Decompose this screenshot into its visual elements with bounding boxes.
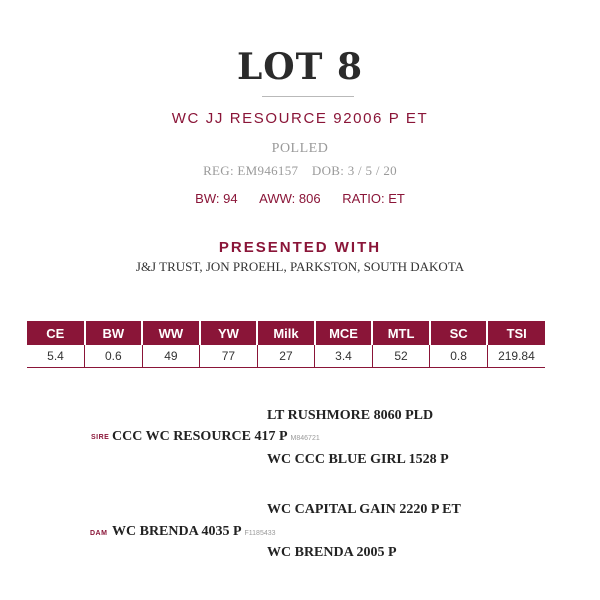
sire-label: SIRE (91, 434, 110, 441)
epd-value: 5.4 (27, 345, 85, 368)
bull-name: WC JJ RESOURCE 92006 P ET (171, 110, 429, 127)
epd-header: Milk (257, 321, 315, 345)
epd-header: TSI (487, 321, 545, 345)
sire-registration: M846721 (290, 435, 320, 442)
sire (112, 429, 320, 445)
sire-sire: LT RUSHMORE 8060 PLD (267, 408, 434, 423)
epd-value: 52 (372, 345, 430, 368)
dam-registration: F1185433 (244, 530, 276, 537)
epd-value: 0.6 (85, 345, 143, 368)
epd-value: 27 (257, 345, 315, 368)
registration-number: REG: EM946157 (203, 163, 299, 178)
sire-dam: WC CCC BLUE GIRL 1528 P (267, 452, 449, 467)
title-divider (262, 96, 354, 97)
dam-label: DAM (90, 530, 108, 537)
epd-header-row (27, 321, 545, 345)
ratio: RATIO: ET (342, 191, 405, 206)
lot-title: LOT 8 (236, 46, 364, 88)
epd-value: 49 (142, 345, 200, 368)
presented-with-label: PRESENTED WITH (218, 239, 382, 256)
dam-dam: WC BRENDA 2005 P (267, 545, 397, 560)
date-of-birth: DOB: 3 / 5 / 20 (311, 163, 397, 178)
epd-table (27, 321, 545, 368)
epd-header: YW (200, 321, 258, 345)
epd-header: MTL (372, 321, 430, 345)
epd-value-row (27, 345, 545, 368)
birth-stats (0, 191, 600, 206)
dam-sire: WC CAPITAL GAIN 2220 P ET (267, 502, 461, 517)
polled-label: POLLED (271, 141, 329, 156)
sire-name: CCC WC RESOURCE 417 P (112, 429, 288, 444)
registration-line (0, 163, 600, 179)
epd-value: 219.84 (487, 345, 545, 368)
epd-value: 77 (200, 345, 258, 368)
presenter: J&J TRUST, JON PROEHL, PARKSTON, SOUTH DAKOTA (135, 259, 465, 274)
epd-header: BW (85, 321, 143, 345)
adjusted-weaning-weight: AWW: 806 (259, 191, 321, 206)
dam (112, 524, 276, 540)
epd-header: MCE (315, 321, 373, 345)
epd-header: SC (430, 321, 488, 345)
dam-name: WC BRENDA 4035 P (112, 524, 242, 539)
epd-header: CE (27, 321, 85, 345)
epd-value: 0.8 (430, 345, 488, 368)
epd-header: WW (142, 321, 200, 345)
epd-value: 3.4 (315, 345, 373, 368)
birth-weight: BW: 94 (195, 191, 238, 206)
